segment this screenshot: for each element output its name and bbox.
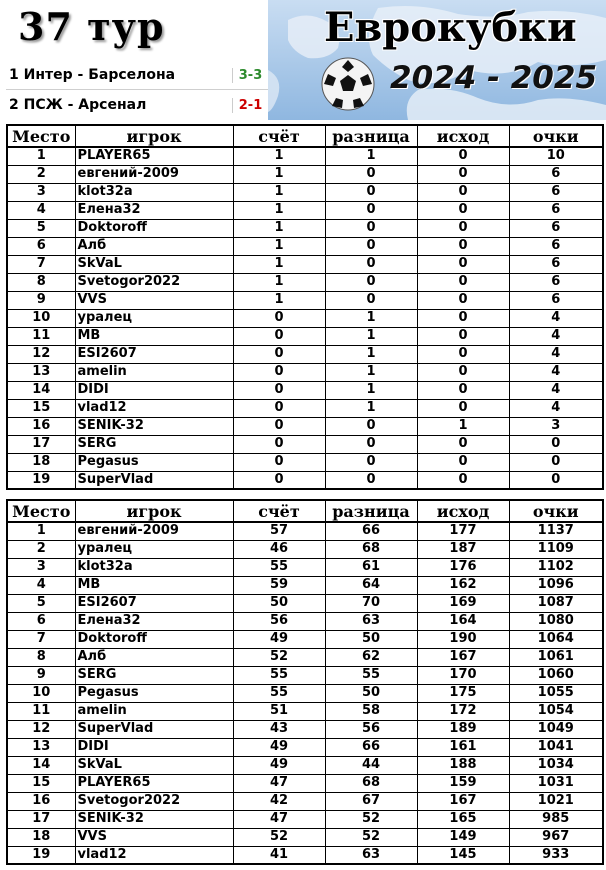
column-header-diff: разница (325, 500, 417, 522)
match-teams: 1 Интер - Барселона (9, 67, 176, 83)
cell-score: 0 (233, 417, 325, 435)
table-row (7, 576, 603, 594)
cell-place: 14 (7, 381, 75, 399)
cell-score: 49 (233, 630, 325, 648)
cell-outcome: 0 (417, 381, 509, 399)
cell-diff: 70 (325, 594, 417, 612)
cell-diff: 67 (325, 792, 417, 810)
cell-outcome: 1 (417, 417, 509, 435)
cell-diff: 1 (325, 345, 417, 363)
cell-diff: 64 (325, 576, 417, 594)
cell-outcome: 169 (417, 594, 509, 612)
cell-points: 4 (509, 327, 603, 345)
cell-diff: 0 (325, 273, 417, 291)
cell-diff: 1 (325, 327, 417, 345)
cell-diff: 55 (325, 666, 417, 684)
cell-place: 19 (7, 471, 75, 489)
column-header-player: игрок (75, 125, 233, 147)
cell-player: DIDI (75, 381, 233, 399)
table-row (7, 738, 603, 756)
table-row (7, 435, 603, 453)
cell-score: 0 (233, 381, 325, 399)
cell-diff: 0 (325, 219, 417, 237)
cell-points: 0 (509, 435, 603, 453)
cell-outcome: 164 (417, 612, 509, 630)
cell-place: 1 (7, 147, 75, 165)
cell-points: 1109 (509, 540, 603, 558)
cell-diff: 44 (325, 756, 417, 774)
cell-score: 47 (233, 774, 325, 792)
table-row (7, 810, 603, 828)
cell-player: Doktoroff (75, 630, 233, 648)
match-row (6, 92, 268, 118)
cell-outcome: 190 (417, 630, 509, 648)
cell-score: 0 (233, 309, 325, 327)
table-row (7, 594, 603, 612)
cell-points: 1031 (509, 774, 603, 792)
cell-player: Елена32 (75, 201, 233, 219)
cell-place: 2 (7, 540, 75, 558)
cell-score: 43 (233, 720, 325, 738)
cell-player: Алб (75, 237, 233, 255)
table-row (7, 846, 603, 864)
cell-place: 16 (7, 417, 75, 435)
cell-outcome: 0 (417, 435, 509, 453)
cell-player: klot32a (75, 183, 233, 201)
season-label: 2024 - 2025 (390, 60, 598, 96)
cell-points: 1060 (509, 666, 603, 684)
cell-place: 6 (7, 237, 75, 255)
cell-player: DIDI (75, 738, 233, 756)
cell-place: 16 (7, 792, 75, 810)
table-row (7, 399, 603, 417)
cell-diff: 61 (325, 558, 417, 576)
table-row (7, 165, 603, 183)
cell-player: уралец (75, 309, 233, 327)
cell-place: 5 (7, 594, 75, 612)
cell-diff: 0 (325, 417, 417, 435)
table-row (7, 540, 603, 558)
cell-outcome: 0 (417, 237, 509, 255)
cell-outcome: 172 (417, 702, 509, 720)
cell-player: VVS (75, 828, 233, 846)
cell-score: 41 (233, 846, 325, 864)
cell-diff: 68 (325, 540, 417, 558)
cell-score: 52 (233, 648, 325, 666)
cell-points: 0 (509, 471, 603, 489)
cell-player: SERG (75, 435, 233, 453)
cell-points: 1041 (509, 738, 603, 756)
cell-diff: 1 (325, 399, 417, 417)
cell-score: 0 (233, 471, 325, 489)
cell-place: 15 (7, 774, 75, 792)
cell-outcome: 0 (417, 309, 509, 327)
cell-points: 6 (509, 237, 603, 255)
table-row (7, 201, 603, 219)
total-table-body (7, 522, 603, 864)
cell-diff: 63 (325, 846, 417, 864)
cell-diff: 0 (325, 435, 417, 453)
cell-player: amelin (75, 702, 233, 720)
cell-player: SENIK-32 (75, 417, 233, 435)
cell-points: 1049 (509, 720, 603, 738)
cell-place: 7 (7, 630, 75, 648)
cell-player: евгений-2009 (75, 522, 233, 540)
column-header-player: игрок (75, 500, 233, 522)
table-row (7, 183, 603, 201)
table-row (7, 684, 603, 702)
cell-place: 17 (7, 810, 75, 828)
cell-player: SENIK-32 (75, 810, 233, 828)
cell-score: 0 (233, 327, 325, 345)
cell-score: 1 (233, 147, 325, 165)
cell-player: SkVaL (75, 255, 233, 273)
cell-outcome: 0 (417, 201, 509, 219)
cell-player: Svetogor2022 (75, 792, 233, 810)
cell-outcome: 0 (417, 219, 509, 237)
table-row (7, 327, 603, 345)
table-row (7, 702, 603, 720)
cell-outcome: 0 (417, 147, 509, 165)
cell-place: 10 (7, 309, 75, 327)
column-header-place: Место (7, 500, 75, 522)
cell-score: 55 (233, 666, 325, 684)
cell-player: SuperVlad (75, 471, 233, 489)
cell-points: 1034 (509, 756, 603, 774)
cell-score: 56 (233, 612, 325, 630)
cell-diff: 1 (325, 147, 417, 165)
divider (6, 89, 268, 90)
cell-outcome: 159 (417, 774, 509, 792)
cell-diff: 66 (325, 522, 417, 540)
cell-points: 1087 (509, 594, 603, 612)
table-row (7, 828, 603, 846)
column-header-place: Место (7, 125, 75, 147)
cell-points: 6 (509, 273, 603, 291)
column-header-points: очки (509, 125, 603, 147)
star-ball-icon (322, 58, 374, 110)
cell-diff: 68 (325, 774, 417, 792)
cell-score: 1 (233, 201, 325, 219)
cell-outcome: 176 (417, 558, 509, 576)
cell-points: 1061 (509, 648, 603, 666)
table-row (7, 291, 603, 309)
cell-place: 8 (7, 273, 75, 291)
cell-place: 9 (7, 291, 75, 309)
cell-points: 1080 (509, 612, 603, 630)
cell-outcome: 175 (417, 684, 509, 702)
cell-outcome: 0 (417, 345, 509, 363)
cell-points: 6 (509, 165, 603, 183)
table-row (7, 720, 603, 738)
cell-place: 15 (7, 399, 75, 417)
cell-score: 0 (233, 345, 325, 363)
cell-outcome: 188 (417, 756, 509, 774)
cell-diff: 1 (325, 363, 417, 381)
overall-standings-table (6, 499, 604, 865)
cell-place: 14 (7, 756, 75, 774)
cell-diff: 1 (325, 309, 417, 327)
cell-place: 4 (7, 201, 75, 219)
column-header-outcome: исход (417, 500, 509, 522)
cell-place: 1 (7, 522, 75, 540)
cell-outcome: 162 (417, 576, 509, 594)
match-teams: 2 ПСЖ - Арсенал (9, 97, 147, 113)
cell-points: 1055 (509, 684, 603, 702)
cell-place: 13 (7, 738, 75, 756)
cell-score: 1 (233, 291, 325, 309)
cell-outcome: 0 (417, 165, 509, 183)
table-header-row (7, 500, 603, 522)
cell-outcome: 0 (417, 327, 509, 345)
cell-outcome: 0 (417, 291, 509, 309)
cell-player: VVS (75, 291, 233, 309)
cell-outcome: 161 (417, 738, 509, 756)
cell-diff: 63 (325, 612, 417, 630)
cell-place: 7 (7, 255, 75, 273)
cell-points: 6 (509, 291, 603, 309)
cell-place: 13 (7, 363, 75, 381)
table-row (7, 381, 603, 399)
cell-outcome: 145 (417, 846, 509, 864)
table-row (7, 363, 603, 381)
cell-place: 9 (7, 666, 75, 684)
cell-outcome: 167 (417, 792, 509, 810)
table-row (7, 417, 603, 435)
cell-player: евгений-2009 (75, 165, 233, 183)
cell-player: ESI2607 (75, 594, 233, 612)
cell-outcome: 165 (417, 810, 509, 828)
cell-player: vlad12 (75, 399, 233, 417)
cell-outcome: 0 (417, 471, 509, 489)
cell-score: 55 (233, 558, 325, 576)
cell-points: 1096 (509, 576, 603, 594)
cell-points: 3 (509, 417, 603, 435)
cell-diff: 56 (325, 720, 417, 738)
table-row (7, 792, 603, 810)
cell-place: 18 (7, 453, 75, 471)
cell-player: MB (75, 327, 233, 345)
table-row (7, 630, 603, 648)
cell-place: 5 (7, 219, 75, 237)
column-header-diff: разница (325, 125, 417, 147)
cell-points: 985 (509, 810, 603, 828)
table-row (7, 147, 603, 165)
cell-score: 51 (233, 702, 325, 720)
cell-player: SkVaL (75, 756, 233, 774)
cell-player: PLAYER65 (75, 147, 233, 165)
cell-outcome: 0 (417, 453, 509, 471)
cell-place: 3 (7, 183, 75, 201)
cell-outcome: 0 (417, 273, 509, 291)
cell-outcome: 187 (417, 540, 509, 558)
cell-points: 6 (509, 201, 603, 219)
table-row (7, 648, 603, 666)
column-header-score: счёт (233, 500, 325, 522)
cell-place: 17 (7, 435, 75, 453)
cell-diff: 0 (325, 237, 417, 255)
cell-diff: 52 (325, 810, 417, 828)
cell-place: 10 (7, 684, 75, 702)
match-row (6, 62, 268, 88)
table-header-row (7, 125, 603, 147)
cell-points: 4 (509, 399, 603, 417)
cell-points: 4 (509, 309, 603, 327)
cell-outcome: 0 (417, 363, 509, 381)
cell-outcome: 0 (417, 255, 509, 273)
cell-score: 49 (233, 756, 325, 774)
cell-diff: 62 (325, 648, 417, 666)
cell-place: 18 (7, 828, 75, 846)
cell-points: 1021 (509, 792, 603, 810)
cell-score: 46 (233, 540, 325, 558)
cell-score: 1 (233, 219, 325, 237)
cell-points: 4 (509, 363, 603, 381)
cell-diff: 58 (325, 702, 417, 720)
cell-place: 11 (7, 327, 75, 345)
cell-diff: 0 (325, 453, 417, 471)
cell-score: 0 (233, 363, 325, 381)
cell-score: 0 (233, 453, 325, 471)
cell-score: 49 (233, 738, 325, 756)
cell-points: 4 (509, 345, 603, 363)
cell-outcome: 149 (417, 828, 509, 846)
cell-player: PLAYER65 (75, 774, 233, 792)
column-header-points: очки (509, 500, 603, 522)
cell-diff: 0 (325, 201, 417, 219)
banner-title: Еврокубки (324, 4, 577, 51)
cell-diff: 0 (325, 183, 417, 201)
cell-place: 12 (7, 720, 75, 738)
cell-player: Pegasus (75, 453, 233, 471)
cell-points: 1054 (509, 702, 603, 720)
header (0, 0, 606, 122)
cell-score: 50 (233, 594, 325, 612)
cell-score: 57 (233, 522, 325, 540)
table-row (7, 756, 603, 774)
cell-score: 1 (233, 183, 325, 201)
cell-points: 1064 (509, 630, 603, 648)
cell-place: 2 (7, 165, 75, 183)
cell-score: 1 (233, 273, 325, 291)
cell-score: 55 (233, 684, 325, 702)
table-row (7, 255, 603, 273)
cell-player: Елена32 (75, 612, 233, 630)
cell-points: 6 (509, 183, 603, 201)
cell-player: vlad12 (75, 846, 233, 864)
cell-place: 4 (7, 576, 75, 594)
cell-outcome: 167 (417, 648, 509, 666)
cell-diff: 66 (325, 738, 417, 756)
cell-diff: 50 (325, 630, 417, 648)
round-table-body (7, 147, 603, 489)
table-row (7, 471, 603, 489)
cell-score: 0 (233, 435, 325, 453)
table-row (7, 237, 603, 255)
cell-player: klot32a (75, 558, 233, 576)
cell-player: ESI2607 (75, 345, 233, 363)
tour-title: 37 тур (18, 4, 165, 49)
cell-player: уралец (75, 540, 233, 558)
table-row (7, 558, 603, 576)
cell-place: 19 (7, 846, 75, 864)
column-header-score: счёт (233, 125, 325, 147)
cell-outcome: 170 (417, 666, 509, 684)
table-row (7, 453, 603, 471)
cell-points: 1102 (509, 558, 603, 576)
table-row (7, 309, 603, 327)
cell-diff: 1 (325, 381, 417, 399)
cell-player: Алб (75, 648, 233, 666)
cell-outcome: 0 (417, 183, 509, 201)
round-standings-table (6, 124, 604, 490)
cell-points: 4 (509, 381, 603, 399)
cell-diff: 50 (325, 684, 417, 702)
cell-player: SERG (75, 666, 233, 684)
cell-score: 42 (233, 792, 325, 810)
cell-points: 1137 (509, 522, 603, 540)
cell-diff: 52 (325, 828, 417, 846)
cell-diff: 0 (325, 471, 417, 489)
cell-diff: 0 (325, 255, 417, 273)
cell-diff: 0 (325, 291, 417, 309)
match-score: 3-3 (232, 68, 268, 83)
cell-points: 10 (509, 147, 603, 165)
table-row (7, 612, 603, 630)
cell-score: 1 (233, 237, 325, 255)
cell-place: 12 (7, 345, 75, 363)
cell-outcome: 177 (417, 522, 509, 540)
cell-score: 47 (233, 810, 325, 828)
cell-player: Pegasus (75, 684, 233, 702)
cell-place: 8 (7, 648, 75, 666)
cell-player: amelin (75, 363, 233, 381)
cell-player: SuperVlad (75, 720, 233, 738)
cell-score: 59 (233, 576, 325, 594)
cell-place: 11 (7, 702, 75, 720)
table-row (7, 666, 603, 684)
cell-score: 0 (233, 399, 325, 417)
table-row (7, 345, 603, 363)
table-row (7, 774, 603, 792)
cell-outcome: 189 (417, 720, 509, 738)
table-row (7, 522, 603, 540)
cell-points: 6 (509, 219, 603, 237)
cell-score: 52 (233, 828, 325, 846)
cell-points: 933 (509, 846, 603, 864)
cell-player: MB (75, 576, 233, 594)
cell-place: 3 (7, 558, 75, 576)
cell-points: 6 (509, 255, 603, 273)
cell-diff: 0 (325, 165, 417, 183)
column-header-outcome: исход (417, 125, 509, 147)
cell-player: Svetogor2022 (75, 273, 233, 291)
cell-score: 1 (233, 255, 325, 273)
cell-score: 1 (233, 165, 325, 183)
cell-outcome: 0 (417, 399, 509, 417)
banner (268, 0, 606, 120)
cell-place: 6 (7, 612, 75, 630)
table-row (7, 219, 603, 237)
table-row (7, 273, 603, 291)
cell-points: 0 (509, 453, 603, 471)
cell-player: Doktoroff (75, 219, 233, 237)
cell-points: 967 (509, 828, 603, 846)
match-score: 2-1 (232, 98, 268, 113)
